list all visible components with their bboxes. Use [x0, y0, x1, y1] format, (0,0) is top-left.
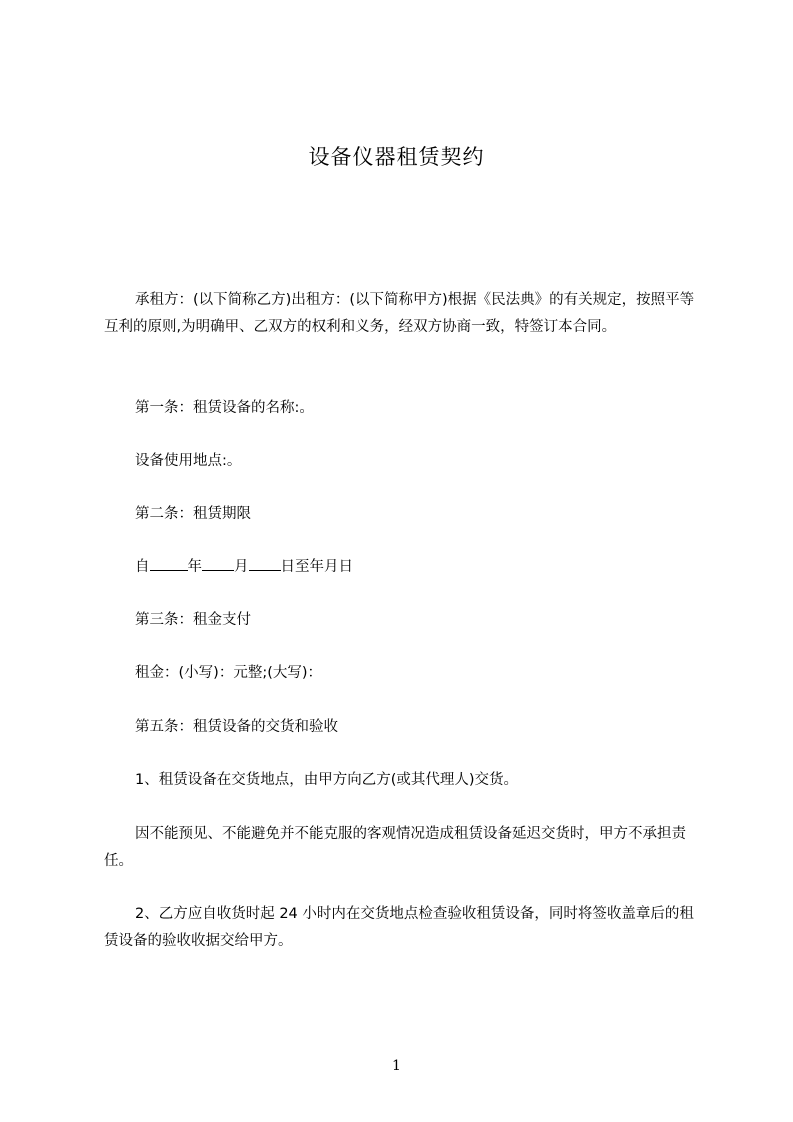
document-title: 设备仪器租赁契约 [308, 145, 485, 169]
year-blank [150, 555, 188, 571]
delivery-item-1: 1、租赁设备在交货地点，由甲方向乙方(或其代理人)交货。 [135, 772, 519, 788]
article-3-heading: 第三条：租金支付 [135, 612, 251, 628]
term-month-text: 月 [234, 559, 249, 575]
force-majeure-paragraph: 因不能预见、不能避免并不能克服的客观情况造成租赁设备延迟交货时，甲方不承担责任。 [104, 826, 686, 869]
day-blank [249, 555, 281, 571]
article-1-heading: 第一条：租赁设备的名称:。 [135, 400, 314, 416]
term-year-text: 年 [187, 559, 202, 575]
lease-term-line [135, 555, 353, 579]
article-5-heading: 第五条：租赁设备的交货和验收 [135, 719, 338, 735]
article-2-heading: 第二条：租赁期限 [135, 506, 251, 522]
intro-paragraph: 承租方：(以下简称乙方)出租方：(以下简称甲方)根据《民法典》的有关规定，按照平等互利的原则,为明确甲、乙双方的权利和义务，经双方协商一致，特签订本合同。 [104, 292, 695, 335]
page-number: 1 [392, 1058, 401, 1074]
equipment-location-line: 设备使用地点:。 [135, 453, 242, 469]
month-blank [202, 555, 234, 571]
rent-amount-line: 租金：(小写)：元整;(大写)： [135, 665, 323, 681]
term-from-text: 自 [135, 559, 150, 575]
term-tail-text: 日至年月日 [280, 559, 353, 575]
delivery-item-2-paragraph: 2、乙方应自收货时起 24 小时内在交货地点检查验收租赁设备，同时将签收盖章后的租赁设备的验收收据交给甲方。 [104, 906, 694, 949]
